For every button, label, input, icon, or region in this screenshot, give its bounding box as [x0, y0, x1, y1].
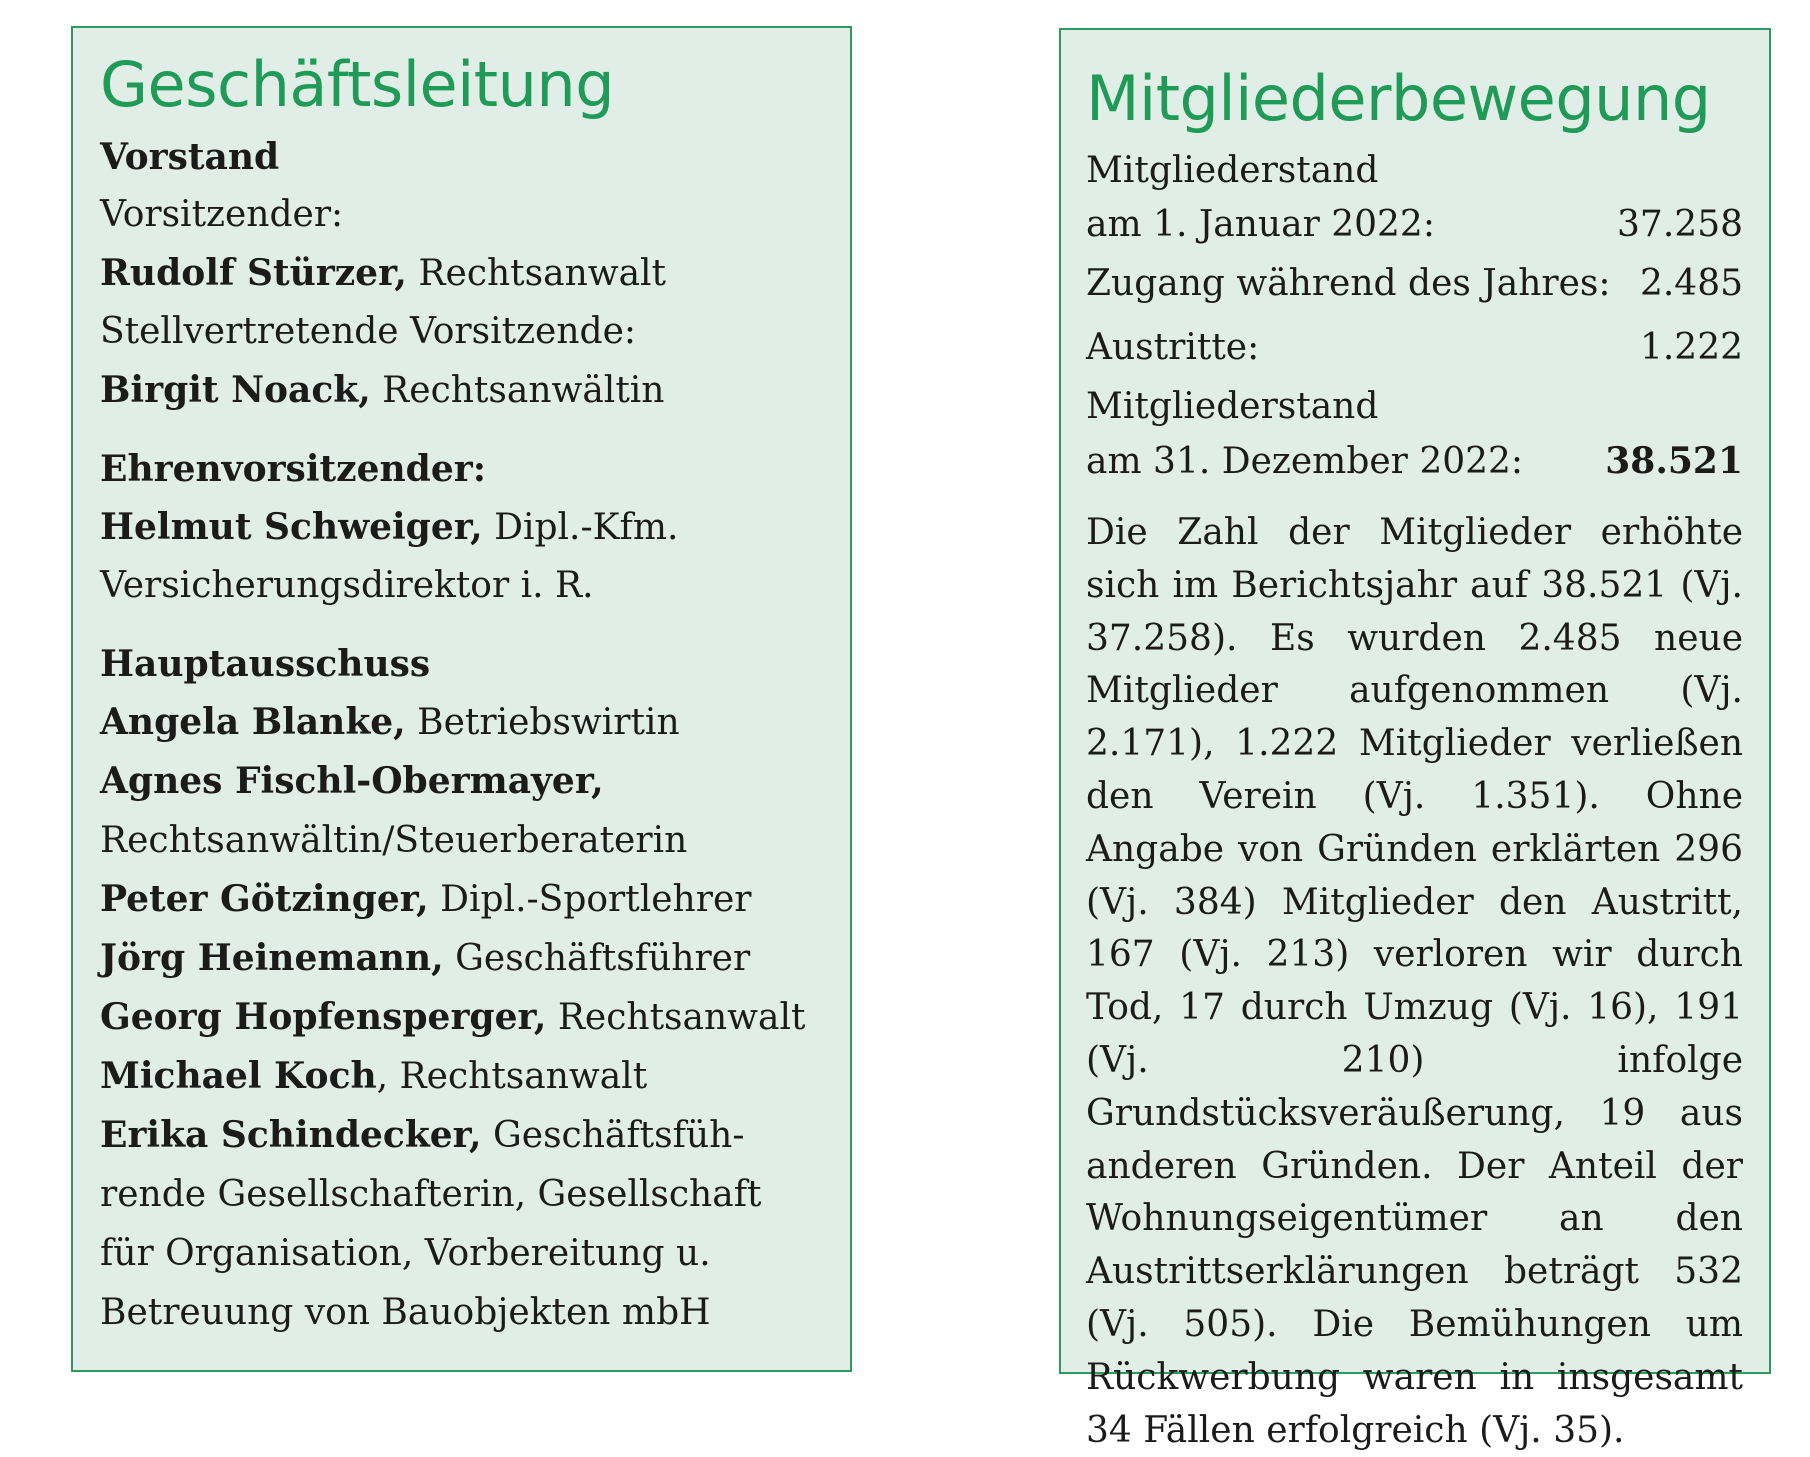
zugang-label: Zugang während des Jahres:: [1086, 263, 1611, 304]
membership-paragraph: Die Zahl der Mitglieder erhöhte sich im Berichtsjahr auf 38.521 (Vj. 37.258). Es wurden 2.485 neue Mitglieder aufgenommen (Vj. 2.171), 1.222 Mitglieder verließen den Verein (Vj. 1.351). Ohne Angabe von Gründen erklärten 296 (Vj. 384) Mitglieder den Austritt, 167 (Vj. 213) verloren wir durch Tod, 17 durch Umzug (Vj. 16), 191 (Vj. 210) infolge Grundstücksveräußerung, 19 aus anderen Gründen. Der Anteil der Wohnungseigentümer an den Austrittserklärungen beträgt 532 (Vj. 505). Die Bemühungen um Rückwerbung waren in insgesamt 34 Fällen erfolgreich (Vj. 35).: [1086, 512, 1743, 1451]
deputy-name: Birgit Noack,: [100, 369, 371, 411]
stand-end-label-1: Mitgliederstand: [1086, 386, 1379, 427]
membership-box: [1059, 28, 1771, 1451]
management-box: [71, 26, 852, 1372]
chair-entry: [100, 244, 826, 303]
committee-member-name: Jörg Heinemann,: [100, 937, 444, 979]
committee-member-role: Betriebswirtin: [405, 702, 680, 743]
committee-member-line: [100, 870, 826, 929]
stand-start-value: 37.258: [1617, 204, 1743, 245]
membership-figures: [1086, 144, 1743, 489]
membership-title: Mitgliederbewegung: [1086, 62, 1711, 135]
deputy-entry: [100, 361, 826, 420]
committee-member-name: Georg Hopfensperger,: [100, 996, 547, 1038]
honorary-role-line2: Versicherungsdirektor i. R.: [100, 565, 594, 606]
committee-member-line: [100, 929, 826, 988]
honorary-heading: Ehrenvorsitzender:: [100, 448, 486, 490]
management-list: [100, 128, 826, 1342]
committee-member-line: [100, 1224, 826, 1283]
chair-name: Rudolf Stürzer,: [100, 252, 407, 294]
chair-role: Rechtsanwalt: [406, 253, 667, 294]
honorary-entry: [100, 498, 826, 557]
committee-member-role: Dipl.-Sportlehrer: [428, 879, 752, 920]
stand-end-label-row: [1086, 380, 1743, 434]
honorary-name: Helmut Schweiger,: [100, 506, 483, 548]
committee-member-role: Rechtsanwältin/Steuerberaterin: [100, 820, 688, 861]
stand-end-row: [1086, 434, 1743, 489]
austritte-row: [1086, 316, 1743, 380]
austritte-label: Austritte:: [1086, 327, 1260, 368]
zugang-row: [1086, 252, 1743, 316]
zugang-value: 2.485: [1639, 263, 1743, 304]
stand-start-row: [1086, 198, 1743, 252]
management-title: Geschäftsleitung: [100, 48, 615, 121]
committee-member-role: Rechtsanwalt: [546, 997, 806, 1038]
deputy-role: Rechtsanwältin: [370, 370, 665, 411]
committee-member-name: Agnes Fischl-Obermayer,: [100, 760, 604, 802]
committee-member-name: Peter Götzinger,: [100, 878, 429, 920]
honorary-role: Dipl.-Kfm.: [482, 507, 679, 548]
committee-member-line: [100, 988, 826, 1047]
committee-member-name: Erika Schindecker,: [100, 1114, 482, 1156]
committee-member-role: Geschäftsfüh-: [481, 1115, 745, 1156]
committee-member-name: Michael Koch: [100, 1055, 377, 1097]
chair-label: Vorsitzender:: [100, 194, 344, 235]
stand-end-value: 38.521: [1605, 440, 1743, 482]
austritte-value: 1.222: [1639, 327, 1743, 368]
committee-member-line: [100, 1165, 826, 1224]
committee-member-line: [100, 811, 826, 870]
committee-list: [100, 693, 826, 1342]
committee-member-role: Betreuung von Bauobjekten mbH: [100, 1292, 711, 1333]
deputy-label: Stellvertretende Vorsitzende:: [100, 311, 637, 352]
stand-start-label-row: [1086, 144, 1743, 198]
committee-member-name: Angela Blanke,: [100, 701, 406, 743]
committee-member-role: für Organisation, Vorbereitung u.: [100, 1233, 711, 1274]
stand-start-label-2: am 1. Januar 2022:: [1086, 204, 1435, 245]
stand-start-label-1: Mitgliederstand: [1086, 150, 1379, 191]
committee-member-role: , Rechtsanwalt: [376, 1056, 648, 1097]
committee-member-role: rende Gesellschafterin, Gesellschaft: [100, 1174, 762, 1215]
committee-member-line: [100, 752, 826, 811]
committee-member-line: [100, 1283, 826, 1342]
committee-member-line: [100, 1047, 826, 1106]
committee-member-line: [100, 693, 826, 752]
stand-end-label-2: am 31. Dezember 2022:: [1086, 441, 1524, 482]
vorstand-heading: Vorstand: [100, 136, 280, 178]
committee-member-line: [100, 1106, 826, 1165]
committee-member-role: Geschäftsführer: [443, 938, 751, 979]
committee-heading: Hauptausschuss: [100, 643, 431, 685]
